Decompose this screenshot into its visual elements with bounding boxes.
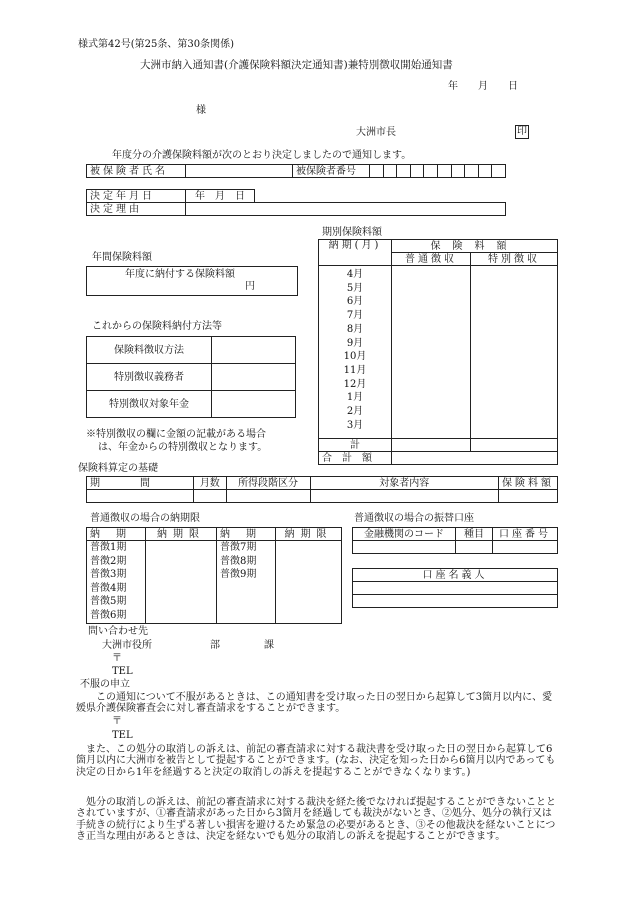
method-row-label: 特別徴収対象年金 xyxy=(87,391,212,418)
month-label: 6月 xyxy=(346,296,364,308)
document-title: 大洲市納入通知書(介護保険料額決定通知書)兼特別徴収開始通知書 xyxy=(140,59,453,71)
insured-name-label: 被保険者氏名 xyxy=(87,165,186,178)
insured-number-field[interactable] xyxy=(370,165,506,178)
deadline-left-periods xyxy=(87,541,146,624)
periodic-col-special: 特別徴収 xyxy=(471,253,558,266)
periodic-col-amount: 保険料額 xyxy=(392,240,558,253)
method-row-value[interactable] xyxy=(212,364,296,391)
methods-heading: これからの保険料納付方法等 xyxy=(92,321,222,332)
objection-paragraph-1: この通知について不服があるときは、この通知書を受け取った日の翌日から起算して3箇月以内に、愛媛県介護保険審査会に対し審査請求をすることができます。 xyxy=(76,692,553,715)
annual-heading: 年間保険料額 xyxy=(92,252,152,263)
deadline-col-period: 納期 xyxy=(217,528,276,541)
subtotal-normal[interactable] xyxy=(392,439,471,452)
contact-section: 課 xyxy=(264,640,274,651)
deadline-col-date: 納期限 xyxy=(146,528,217,541)
method-row-label: 特別徴収義務者 xyxy=(87,364,212,391)
note-line-1: ※特別徴収の欄に金額の記載がある場合 xyxy=(86,429,266,440)
basis-table xyxy=(86,476,558,503)
periodic-heading: 期別保険料額 xyxy=(322,227,382,238)
transfer-table xyxy=(352,527,558,554)
method-row-value[interactable] xyxy=(212,337,296,364)
basis-cell[interactable] xyxy=(194,490,227,503)
deadline-period: 普徴7期 xyxy=(220,542,257,553)
basis-col-stage: 所得段階区分 xyxy=(226,477,310,490)
seal-mark: 印 xyxy=(517,126,527,137)
decision-date-label: 決定年月日 xyxy=(87,190,186,203)
insured-number-label: 被保険者番号 xyxy=(293,165,370,178)
basis-heading: 保険料算定の基礎 xyxy=(78,463,158,474)
subtotal-label: 計 xyxy=(319,439,392,452)
deadline-period: 普徴4期 xyxy=(90,582,127,594)
transfer-number-field[interactable] xyxy=(493,541,558,554)
basis-cell[interactable] xyxy=(226,490,310,503)
month-label: 8月 xyxy=(346,323,364,335)
transfer-col-number: 口座番号 xyxy=(493,528,558,541)
deadline-period: 普徴5期 xyxy=(90,596,127,608)
form-number: 様式第42号(第25条、第30条関係) xyxy=(78,39,234,50)
deadline-period: 普徴1期 xyxy=(90,542,127,553)
deadline-right-periods xyxy=(217,541,276,624)
objection-postal: 〒 xyxy=(112,716,122,727)
method-row-value[interactable] xyxy=(212,391,296,418)
contact-dept: 部 xyxy=(210,640,220,651)
annual-line: 年度に納付する保険料額 xyxy=(125,269,235,280)
method-row-label: 保険料徴収方法 xyxy=(87,337,212,364)
transfer-heading: 普通徴収の場合の振替口座 xyxy=(354,513,474,524)
month-label: 9月 xyxy=(346,337,364,349)
decision-table xyxy=(86,189,506,216)
periodic-col-period: 納期(月) xyxy=(319,240,392,266)
deadline-period: 普徴8期 xyxy=(220,555,257,567)
decision-date-value: 年 月 日 xyxy=(186,190,255,203)
deadline-period: 普徴6期 xyxy=(90,609,127,621)
deadlines-heading: 普通徴収の場合の納期限 xyxy=(90,513,200,524)
objection-tel: TEL xyxy=(112,730,133,741)
basis-col-period: 期間 xyxy=(87,477,194,490)
holder-table xyxy=(352,568,558,608)
deadline-left-dates[interactable] xyxy=(146,541,217,624)
deadline-right-dates[interactable] xyxy=(276,541,342,624)
holder-label: 口座名義人 xyxy=(353,569,558,582)
mayor-name: 大洲市長 xyxy=(356,127,396,138)
note-line-2: は、年金からの特別徴収となります。 xyxy=(98,442,268,453)
basis-col-subject: 対象者内容 xyxy=(310,477,498,490)
month-list xyxy=(319,266,392,439)
special-amount-cells[interactable] xyxy=(471,266,558,439)
objection-paragraph-2: また、この処分の取消しの訴えは、前記の審査請求に対する裁決書を受け取った日の翌日から起算して6箇月以内に大洲市を被告として提起することができます。(なお、決定を知った日から6箇月以内であっても決定の日から1年を経過すると決定の取消しの訴えを提起することができなくなります。) xyxy=(76,744,556,778)
contact-office: 大洲市役所 xyxy=(102,640,152,651)
holder-field[interactable] xyxy=(353,582,558,595)
basis-col-premium: 保険料額 xyxy=(499,477,558,490)
month-label: 3月 xyxy=(346,419,364,431)
deadline-col-period: 納期 xyxy=(87,528,146,541)
contact-heading: 問い合わせ先 xyxy=(88,626,148,637)
month-label: 12月 xyxy=(343,378,367,390)
basis-cell[interactable] xyxy=(87,490,194,503)
insured-table xyxy=(86,164,506,178)
month-label: 1月 xyxy=(346,392,364,404)
decision-reason-label: 決定理由 xyxy=(87,203,186,216)
insured-name-field[interactable] xyxy=(186,165,293,178)
holder-field[interactable] xyxy=(353,595,558,608)
total-amount[interactable] xyxy=(392,452,558,465)
periodic-col-normal: 普通徴収 xyxy=(392,253,471,266)
normal-amount-cells[interactable] xyxy=(392,266,471,439)
issue-date: 年 月 日 xyxy=(448,81,518,92)
basis-cell[interactable] xyxy=(499,490,558,503)
intro-text: 年度分の介護保険料額が次のとおり決定しましたので通知します。 xyxy=(112,150,412,161)
month-label: 5月 xyxy=(346,282,364,294)
basis-col-months: 月数 xyxy=(194,477,227,490)
transfer-col-type: 種目 xyxy=(456,528,493,541)
addressee-suffix: 様 xyxy=(196,105,206,116)
deadline-period: 普徴2期 xyxy=(90,555,127,567)
contact-postal: 〒 xyxy=(112,653,122,664)
annual-box xyxy=(86,266,298,296)
objection-paragraph-3: 処分の取消しの訴えは、前記の審査請求に対する裁決を経た後でなければ提起することができないこととされていますが、①審査請求があった日から3箇月を経過しても裁決がないとき、②処分、処分の執行又は手続きの続行により生ずる著しい損害を避けるため緊急の必要があるとき、③その他裁決を経ないことにつき正当な理由があるときは、決定を経ないでも処分の取消しの訴えを提起することができます。 xyxy=(76,797,556,843)
contact-tel: TEL xyxy=(112,666,133,677)
deadline-period: 普徴9期 xyxy=(220,569,257,581)
transfer-col-code: 金融機関のコード xyxy=(353,528,456,541)
annual-unit: 円 xyxy=(245,281,255,292)
month-label: 7月 xyxy=(346,310,364,322)
deadlines-table xyxy=(86,527,342,624)
decision-reason-field[interactable] xyxy=(186,203,506,216)
subtotal-special[interactable] xyxy=(471,439,558,452)
deadline-period: 普徴3期 xyxy=(90,569,127,581)
basis-cell[interactable] xyxy=(310,490,498,503)
month-label: 10月 xyxy=(343,351,367,363)
methods-table xyxy=(86,336,296,418)
month-label: 11月 xyxy=(343,364,367,376)
month-label: 4月 xyxy=(346,269,364,280)
month-label: 2月 xyxy=(346,406,364,418)
periodic-table xyxy=(318,239,558,465)
total-label: 合計額 xyxy=(319,452,392,465)
objection-heading: 不服の申立 xyxy=(80,679,130,690)
transfer-type-field[interactable] xyxy=(456,541,493,554)
transfer-code-field[interactable] xyxy=(353,541,456,554)
deadline-col-date: 納期限 xyxy=(276,528,342,541)
